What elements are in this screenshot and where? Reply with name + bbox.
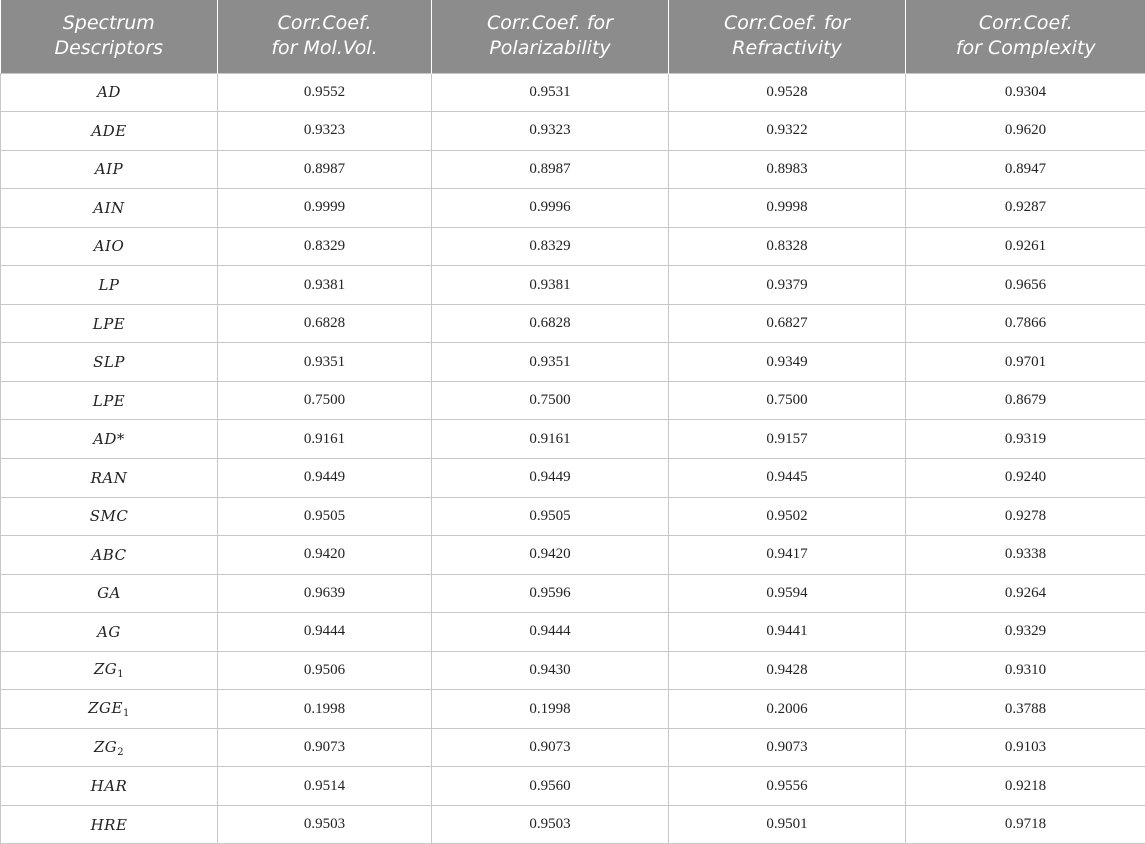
- table-row: [1, 574, 1145, 613]
- complexity-value: 0.9620: [906, 112, 1145, 151]
- header-corr-refractivity: Corr.Coef. for Refractivity: [669, 0, 906, 73]
- table-row: [1, 73, 1145, 112]
- refractivity-value: 0.8328: [669, 227, 906, 266]
- refractivity-value: 0.9417: [669, 536, 906, 575]
- polarizability-value: 0.6828: [432, 304, 669, 343]
- mol-vol-value: 0.9381: [218, 266, 432, 305]
- complexity-value: 0.9338: [906, 536, 1145, 575]
- descriptor-subscript: 1: [117, 669, 125, 681]
- polarizability-value: 0.8987: [432, 150, 669, 189]
- complexity-value: 0.9718: [906, 805, 1145, 844]
- table-header: [1, 0, 1145, 73]
- descriptor-name: ZGE: [88, 699, 123, 718]
- mol-vol-value: 0.9351: [218, 343, 432, 382]
- polarizability-value: 0.9323: [432, 112, 669, 151]
- refractivity-value: 0.9349: [669, 343, 906, 382]
- descriptor-name: AIO: [93, 237, 125, 256]
- mol-vol-value: 0.9444: [218, 613, 432, 652]
- refractivity-value: 0.9528: [669, 73, 906, 112]
- refractivity-value: 0.8983: [669, 150, 906, 189]
- header-spectrum-descriptors: Spectrum Descriptors: [1, 0, 218, 73]
- table-row: [1, 112, 1145, 151]
- descriptor-name: LPE: [92, 314, 126, 333]
- refractivity-value: 0.9428: [669, 651, 906, 690]
- table-body: [1, 73, 1145, 844]
- polarizability-value: 0.9351: [432, 343, 669, 382]
- header-corr-complexity: Corr.Coef. for Complexity: [906, 0, 1145, 73]
- complexity-value: 0.9701: [906, 343, 1145, 382]
- descriptor-cell: [1, 728, 218, 767]
- polarizability-value: 0.9430: [432, 651, 669, 690]
- refractivity-value: 0.9594: [669, 574, 906, 613]
- descriptor-subscript: 2: [117, 746, 125, 758]
- descriptor-cell: [1, 767, 218, 806]
- descriptor-name: GA: [97, 584, 121, 603]
- complexity-value: 0.3788: [906, 690, 1145, 729]
- descriptor-name: ABC: [91, 545, 127, 564]
- mol-vol-value: 0.9449: [218, 458, 432, 497]
- descriptor-name: SMC: [89, 507, 129, 526]
- mol-vol-value: 0.9514: [218, 767, 432, 806]
- refractivity-value: 0.9322: [669, 112, 906, 151]
- complexity-value: 0.8947: [906, 150, 1145, 189]
- table-row: [1, 805, 1145, 844]
- header-row: [1, 0, 1145, 73]
- refractivity-value: 0.9445: [669, 458, 906, 497]
- refractivity-value: 0.9073: [669, 728, 906, 767]
- descriptor-cell: [1, 458, 218, 497]
- table-row: [1, 728, 1145, 767]
- table-row: [1, 227, 1145, 266]
- mol-vol-value: 0.9506: [218, 651, 432, 690]
- complexity-value: 0.9264: [906, 574, 1145, 613]
- refractivity-value: 0.9502: [669, 497, 906, 536]
- refractivity-value: 0.9501: [669, 805, 906, 844]
- descriptor-name: HRE: [90, 815, 128, 834]
- descriptor-name: RAN: [90, 468, 128, 487]
- refractivity-value: 0.9379: [669, 266, 906, 305]
- descriptor-cell: [1, 613, 218, 652]
- table-row: [1, 266, 1145, 305]
- complexity-value: 0.9656: [906, 266, 1145, 305]
- polarizability-value: 0.9560: [432, 767, 669, 806]
- complexity-value: 0.9310: [906, 651, 1145, 690]
- descriptor-cell: [1, 150, 218, 189]
- polarizability-value: 0.9073: [432, 728, 669, 767]
- polarizability-value: 0.8329: [432, 227, 669, 266]
- table-row: [1, 767, 1145, 806]
- complexity-value: 0.9261: [906, 227, 1145, 266]
- polarizability-value: 0.9444: [432, 613, 669, 652]
- polarizability-value: 0.9381: [432, 266, 669, 305]
- complexity-value: 0.9287: [906, 189, 1145, 228]
- complexity-value: 0.8679: [906, 381, 1145, 420]
- descriptor-name: HAR: [90, 777, 128, 796]
- descriptor-name: LP: [98, 276, 120, 294]
- polarizability-value: 0.9449: [432, 458, 669, 497]
- mol-vol-value: 0.9999: [218, 189, 432, 228]
- table-row: [1, 304, 1145, 343]
- refractivity-value: 0.6827: [669, 304, 906, 343]
- complexity-value: 0.9319: [906, 420, 1145, 459]
- refractivity-value: 0.9157: [669, 420, 906, 459]
- table-row: [1, 150, 1145, 189]
- descriptor-name: AIN: [93, 198, 125, 217]
- table-row: [1, 613, 1145, 652]
- mol-vol-value: 0.9073: [218, 728, 432, 767]
- descriptor-name: ZG: [93, 660, 118, 679]
- table-row: [1, 381, 1145, 420]
- table-row: [1, 420, 1145, 459]
- refractivity-value: 0.9441: [669, 613, 906, 652]
- descriptor-name: ADE: [91, 121, 127, 140]
- descriptor-cell: [1, 497, 218, 536]
- mol-vol-value: 0.6828: [218, 304, 432, 343]
- mol-vol-value: 0.9503: [218, 805, 432, 844]
- descriptor-cell: [1, 536, 218, 575]
- descriptor-cell: [1, 805, 218, 844]
- polarizability-value: 0.9996: [432, 189, 669, 228]
- descriptor-cell: [1, 420, 218, 459]
- header-corr-polarizability: Corr.Coef. for Polarizability: [432, 0, 669, 73]
- descriptor-cell: [1, 227, 218, 266]
- polarizability-value: 0.9596: [432, 574, 669, 613]
- descriptor-cell: [1, 73, 218, 112]
- descriptor-name: AD*: [93, 430, 125, 449]
- descriptor-cell: [1, 651, 218, 690]
- mol-vol-value: 0.9639: [218, 574, 432, 613]
- refractivity-value: 0.7500: [669, 381, 906, 420]
- descriptor-subscript: 1: [122, 708, 130, 720]
- descriptor-name: AG: [97, 622, 121, 641]
- table-row: [1, 343, 1145, 382]
- table-row: [1, 189, 1145, 228]
- complexity-value: 0.9218: [906, 767, 1145, 806]
- polarizability-value: 0.9420: [432, 536, 669, 575]
- descriptor-cell: [1, 343, 218, 382]
- complexity-value: 0.9329: [906, 613, 1145, 652]
- refractivity-value: 0.9556: [669, 767, 906, 806]
- mol-vol-value: 0.9552: [218, 73, 432, 112]
- descriptor-name: ZG: [93, 737, 118, 756]
- polarizability-value: 0.9503: [432, 805, 669, 844]
- complexity-value: 0.7866: [906, 304, 1145, 343]
- table-row: [1, 651, 1145, 690]
- mol-vol-value: 0.9323: [218, 112, 432, 151]
- polarizability-value: 0.9505: [432, 497, 669, 536]
- mol-vol-value: 0.9420: [218, 536, 432, 575]
- mol-vol-value: 0.9505: [218, 497, 432, 536]
- polarizability-value: 0.7500: [432, 381, 669, 420]
- complexity-value: 0.9103: [906, 728, 1145, 767]
- complexity-value: 0.9304: [906, 73, 1145, 112]
- table-row: [1, 497, 1145, 536]
- mol-vol-value: 0.8329: [218, 227, 432, 266]
- complexity-value: 0.9240: [906, 458, 1145, 497]
- descriptor-name: AIP: [94, 160, 124, 179]
- descriptor-cell: [1, 690, 218, 729]
- complexity-value: 0.9278: [906, 497, 1145, 536]
- descriptor-cell: [1, 112, 218, 151]
- table-row: [1, 690, 1145, 729]
- polarizability-value: 0.1998: [432, 690, 669, 729]
- mol-vol-value: 0.1998: [218, 690, 432, 729]
- mol-vol-value: 0.9161: [218, 420, 432, 459]
- polarizability-value: 0.9161: [432, 420, 669, 459]
- descriptor-cell: [1, 381, 218, 420]
- header-corr-mol-vol: Corr.Coef. for Mol.Vol.: [218, 0, 432, 73]
- mol-vol-value: 0.8987: [218, 150, 432, 189]
- descriptor-cell: [1, 304, 218, 343]
- descriptor-cell: [1, 266, 218, 305]
- polarizability-value: 0.9531: [432, 73, 669, 112]
- table-row: [1, 458, 1145, 497]
- refractivity-value: 0.9998: [669, 189, 906, 228]
- descriptor-name: SLP: [93, 353, 125, 372]
- descriptor-name: LPE: [92, 391, 126, 410]
- mol-vol-value: 0.7500: [218, 381, 432, 420]
- descriptor-cell: [1, 189, 218, 228]
- refractivity-value: 0.2006: [669, 690, 906, 729]
- descriptor-name: AD: [97, 83, 121, 102]
- descriptor-cell: [1, 574, 218, 613]
- table-row: [1, 536, 1145, 575]
